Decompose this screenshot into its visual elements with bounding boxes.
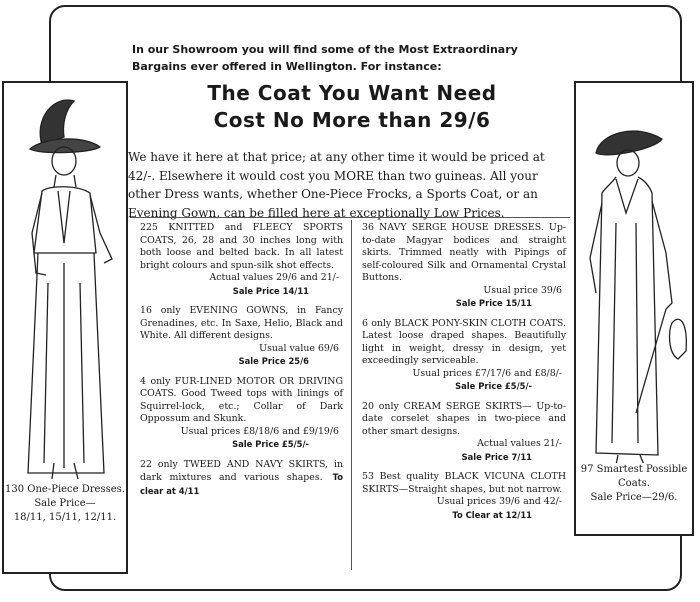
woman-in-dress-illustration	[4, 83, 126, 483]
bargain-item	[140, 222, 343, 297]
item-usual-price: Usual prices 39/6 and 42/-	[436, 496, 562, 507]
item-description: 36 NAVY SERGE HOUSE DRESSES. Up-to-date Magyar bodices and straight skirts. Trimmed neatly with Pipings of self-coloured Silk and Ornamental Crystal Buttons.	[362, 222, 566, 283]
item-sale-price: To clear at 4/11	[140, 472, 343, 496]
right-panel-title: 97 Smartest Possible	[580, 464, 688, 475]
left-bargain-column	[140, 222, 343, 506]
right-panel-subtitle: Coats.	[618, 478, 650, 489]
item-usual-price: Usual prices £8/18/6 and £9/19/6	[180, 425, 339, 437]
item-usual-price: Usual value 69/6	[259, 342, 339, 354]
item-sale-price: To Clear at 12/11	[452, 509, 532, 520]
right-panel-sale-price: Sale Price—29/6.	[590, 492, 678, 503]
left-panel-sale-label: Sale Price—	[34, 498, 96, 509]
column-top-rule	[130, 217, 570, 218]
offer-paragraph: We have it here at that price; at any other time it would be priced at 42/-. Elsewhere it would cost you MORE than two guineas. All your other Dress wants, whether One-Piece Frocks, a Sports Coat, or an Evening Gown, can be filled here at exceptionally Low Prices.	[128, 150, 545, 220]
bargain-item	[362, 401, 566, 464]
item-description	[140, 459, 343, 499]
item-description: 4 only FUR-LINED MOTOR OR DRIVING COATS. Good Tweed tops with linings of Squirrel-lock, etc.; Collar of Dark Oppossum and Skunk.	[140, 375, 343, 424]
bargain-item	[362, 318, 566, 393]
column-separator	[351, 220, 352, 570]
item-description: 53 Best quality BLACK VICUNA CLOTH SKIRTS—Straight shapes, but not narrow.	[362, 471, 566, 495]
bargain-item	[362, 471, 566, 521]
item-sale-price: Sale Price 25/6	[238, 356, 309, 366]
item-usual-price: Usual price 39/6	[483, 284, 562, 296]
left-panel-prices: 18/11, 15/11, 12/11.	[13, 512, 117, 523]
headline	[132, 80, 572, 134]
item-usual-price: Actual values 29/6 and 21/-	[209, 272, 339, 283]
item-sale-price: Sale Price 7/11	[461, 451, 532, 462]
bargain-item	[140, 376, 343, 451]
bargain-item	[140, 459, 343, 499]
bargain-item	[362, 222, 566, 310]
left-panel-title: 130 One-Piece Dresses.	[5, 484, 125, 495]
item-sale-price: Sale Price 14/11	[232, 285, 309, 296]
item-description-text: 22 only TWEED AND NAVY SKIRTS, in dark mixtures and various shapes.	[140, 458, 343, 483]
item-sale-price: Sale Price £5/5/-	[232, 439, 309, 449]
item-description: 6 only BLACK PONY-SKIN CLOTH COATS. Latest loose draped shapes. Beautifully light in weight, dressy in design, yet exceedingly serviceable.	[362, 317, 566, 366]
right-bargain-column	[362, 222, 566, 529]
item-sale-price: Sale Price £5/5/-	[455, 381, 532, 391]
item-description: 20 only CREAM SERGE SKIRTS— Up-to-date corselet shapes in two-piece and other smart designs.	[362, 400, 566, 437]
item-usual-price: Usual prices £7/17/6 and £8/8/-	[412, 367, 562, 379]
item-usual-price: Actual values 21/-	[477, 438, 562, 449]
item-sale-price: Sale Price 15/11	[455, 298, 532, 308]
headline-line-2: Cost No More than 29/6	[213, 108, 491, 132]
headline-line-1: The Coat You Want Need	[207, 81, 497, 105]
woman-in-coat-illustration	[576, 83, 692, 463]
right-illustration-panel	[574, 81, 694, 536]
intro-text: In our Showroom you will find some of the Most Extraordinary Bargains ever offered in Wellington. For instance:	[132, 43, 518, 73]
bargain-item	[140, 305, 343, 368]
item-description: 16 only EVENING GOWNS, in Fancy Grenadines, etc. In Saxe, Helio, Black and White. All different designs.	[140, 305, 343, 341]
left-illustration-panel	[2, 81, 128, 574]
item-description: 225 KNITTED and FLEECY SPORTS COATS, 26, 28 and 30 inches long with both loose and belted back. In all latest bright colours and spun-silk shot effects.	[140, 222, 343, 271]
